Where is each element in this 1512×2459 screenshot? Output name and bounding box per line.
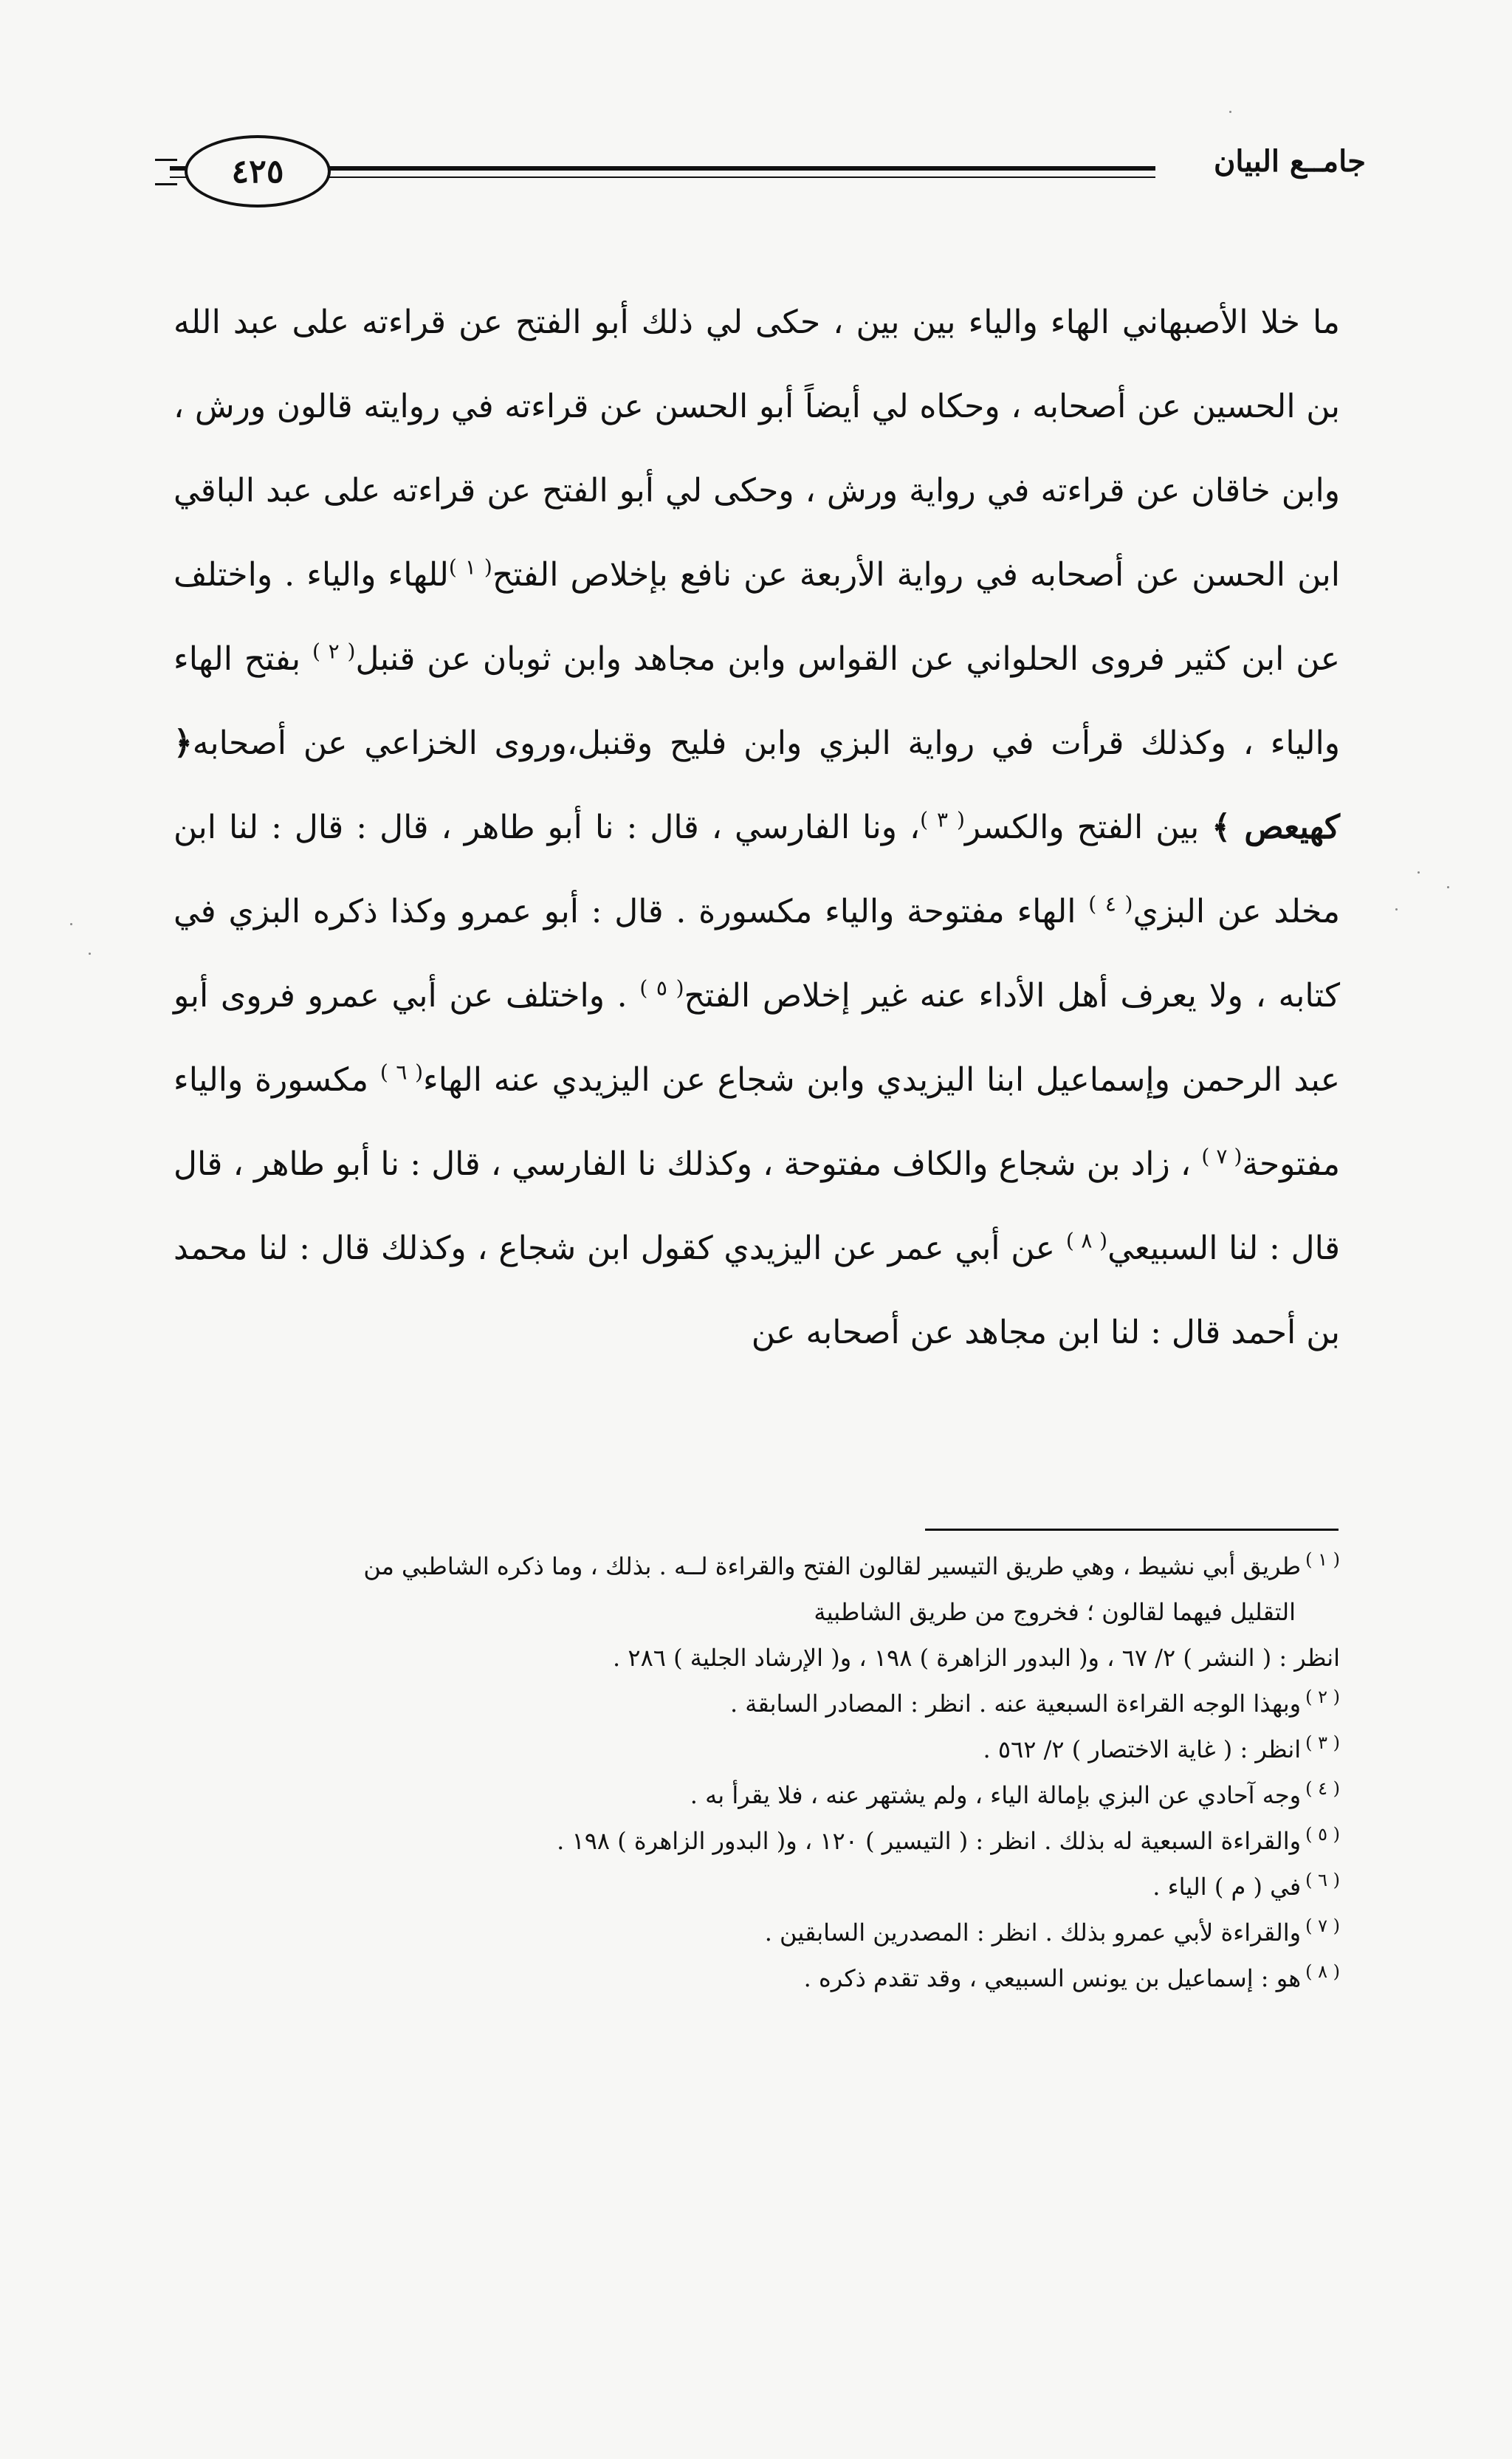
main-paragraph [173,281,1340,1375]
text-part-5: ، ونا الفارسي ، قال : نا أبو طاهر ، قال : قال : لنا ابن مخلد عن البزي [173,809,1341,930]
footnote-5: $^{( ٥ )}$والقراءة السبعية له بذلك . انظر : ( التيسير ) ١٢٠ ، و( البدور الزاهرة ) ١٩٨ . [557,1824,1340,1855]
footnotes [173,1543,1340,2001]
text-part-10: عن أبي عمر عن اليزيدي كقول ابن شجاع ، وكذلك قال : لنا محمد بن أحمد قال : لنا ابن مجاهد عن أصحابه عن [173,1230,1340,1351]
footnote-1-ref: انظر : ( النشر ) ٢/ ٦٧ ، و( البدور الزاهرة ) ١٩٨ ، و( الإرشاد الجلية ) ٢٨٦ . [613,1644,1340,1672]
footnote-3: $^{( ٣ )}$انظر : ( غاية الاختصار ) ٢/ ٥٦٢ . [983,1732,1340,1763]
header-rule-ornament [155,159,177,185]
footnote-ref-6: ( ٦ ) [379,1060,424,1085]
text-part-7: . واختلف عن أبي عمرو فروى أبو عبد الرحمن وإسماعيل ابنا اليزيدي وابن شجاع عن اليزيدي عنه الهاء [173,977,1340,1099]
text-part-8: مكسورة والياء مفتوحة [173,1061,1341,1183]
footnote-1-cont: التقليل فيهما لقالون ؛ فخروج من طريق الشاطبية [814,1598,1296,1626]
page-number-frame [185,135,331,208]
footnote-1: $^{( ١ )}$طريق أبي نشيط ، وهي طريق التيسير لقالون الفتح والقراءة لــه . بذلك ، وما ذكره الشاطبي من [363,1549,1340,1580]
footnote-ref-1: ( ١ ) [448,555,492,580]
text-part-2: للهاء والياء . واختلف عن ابن كثير فروى الحلواني عن القواس وابن مجاهد وابن ثوبان عن قنبل [173,556,1340,678]
footnote-ref-2: ( ٢ ) [312,639,356,664]
text-part-6: الهاء مفتوحة والياء مكسورة . قال : أبو عمرو وكذا ذكره البزي في كتابه ، ولا يعرف أهل الأداء عنه غير إخلاص الفتح [173,893,1341,1015]
footnote-ref-3: ( ٣ ) [920,807,965,832]
footnote-ref-4: ( ٤ ) [1088,891,1133,916]
footnote-ref-5: ( ٥ ) [639,975,684,1001]
text-part-3: بفتح الهاء والياء ، وكذلك قرأت في رواية البزي وابن فليح وقنبل،وروى الخزاعي عن أصحابه [173,640,1340,762]
scan-speck [70,923,72,925]
footnote-ref-7: ( ٧ ) [1201,1144,1243,1169]
scan-speck [89,953,91,955]
page-header [140,129,1366,210]
scan-speck [1418,871,1420,874]
scan-speck [1447,886,1449,888]
scan-speck [1395,908,1398,910]
text-part-4: بين الفتح والكسر [964,809,1212,846]
scan-speck [1229,111,1231,113]
footnote-2: $^{( ٢ )}$وبهذا الوجه القراءة السبعية عنه . انظر : المصادر السابقة . [729,1687,1340,1718]
text-part-1: ما خلا الأصبهاني الهاء والياء بين بين ، حكى لي ذلك أبو الفتح عن قراءته على عبد الله بن الحسين عن أصحابه ، وحكاه لي أيضاً أبو الحسن عن قراءته في روايته قالون ورش ، وابن خاقان عن قراءته في رواية ورش ، وحكى لي أبو الفتح عن قراءته على عبد الباقي ابن الحسن عن أصحابه في رواية الأربعة عن نافع بإخلاص الفتح [173,303,1341,594]
page-number: ٤٢٥ [231,152,284,191]
main-text [173,281,1340,1375]
footnote-ref-8: ( ٨ ) [1065,1228,1108,1253]
footnote-6: $^{( ٦ )}$في ( م ) الياء . [1152,1870,1340,1901]
footnote-7: $^{( ٧ )}$والقراءة لأبي عمرو بذلك . انظر : المصدرين السابقين . [764,1916,1340,1947]
running-title: جامــع البيان [1214,144,1366,179]
footnote-4: $^{( ٤ )}$وجه آحادي عن البزي بإمالة الياء ، ولم يشتهر عنه ، فلا يقرأ به . [690,1778,1340,1809]
text-part-9: ، زاد بن شجاع والكاف مفتوحة ، وكذلك نا الفارسي ، قال : نا أبو طاهر ، قال قال : لنا السبيعي [173,1145,1341,1267]
footnote-separator [925,1529,1339,1531]
quran-verse: ﴿ كهيعص ﴾ [173,724,1340,846]
footnote-8: $^{( ٨ )}$هو : إسماعيل بن يونس السبيعي ، وقد تقدم ذكره . [803,1961,1340,1992]
